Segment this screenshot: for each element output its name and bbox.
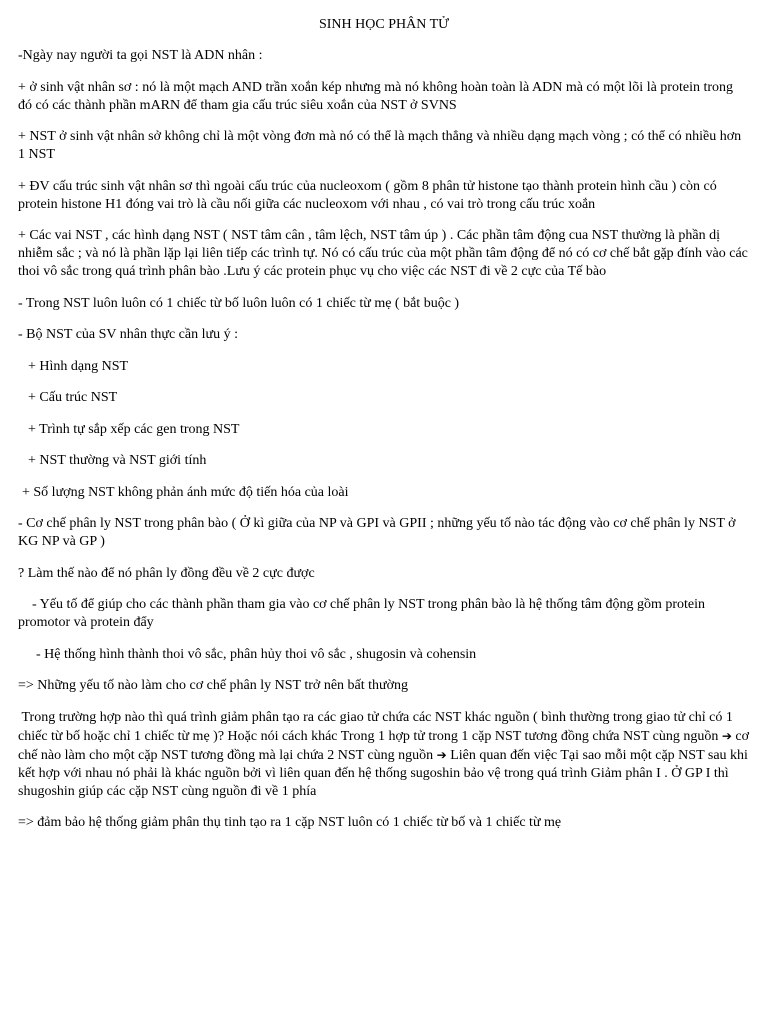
list-item: + Hình dạng NST — [28, 358, 129, 374]
paragraph — [18, 709, 750, 801]
paragraph-text-part: Liên quan đến việc Tại sao mỗi một cặp NST sau khi kết hợp với nhau nó phải là khác nguồn bởi vì liên quan đến hệ thống sugoshin bảo vệ trong quá trình Giảm phân I . Ở GP I thì shugoshin giúp các cặp NST cùng nguồn đi về 1 phía — [18, 747, 748, 799]
paragraph: + Các vai NST , các hình dạng NST ( NST tâm cân , tâm lệch, NST tâm úp ) . Các phần tâm động cua NST thường là phần dị nhiễm sắc ; và nó là phần lặp lại liên tiếp các trình tự. Nó có cấu trúc của một phần tâm động để nó có cơ chế bắt gặp đính vào các thoi vô sắc trong quá trình phân bào .Lưu ý các protein phục vụ cho việc các NST đi về 2 cực của Tế bào — [18, 228, 748, 279]
arrow-icon: ➔ — [721, 728, 732, 743]
paragraph: + ĐV cấu trúc sinh vật nhân sơ thì ngoài cấu trúc của nucleoxom ( gồm 8 phân tử histone tạo thành protein hình cầu ) còn có protein histone H1 đóng vai trò là cầu nối giữa các nucleoxom với nhau , có vai trò trong cấu trúc xoắn — [18, 178, 717, 212]
paragraph-text-part: cơ chế nào làm cho một cặp NST tương đồng mà lại chứa 2 NST cùng nguồn — [18, 728, 750, 763]
paragraph: - Cơ chế phân ly NST trong phân bào ( Ở kì giữa của NP và GPI và GPII ; những yếu tố nào tác động vào cơ chế phân ly NST ở KG NP và GP ) — [18, 516, 736, 549]
paragraph: + ở sinh vật nhân sơ : nó là một mạch AND trần xoắn kép nhưng mà nó không hoàn toàn là ADN mà có một lõi là protein trong đó có các thành phần mARN để tham gia cấu trúc siêu xoắn của NST ở SVNS — [18, 79, 734, 113]
list-item: + NST thường và NST giới tính — [28, 453, 207, 468]
paragraph: -Ngày nay người ta gọi NST là ADN nhân : — [18, 48, 263, 63]
arrow-icon: ➔ — [436, 747, 447, 762]
paragraph-text: - Yếu tố để giúp cho các thành phần tham gia vào cơ chế phân ly NST trong phân bào là hệ thống tâm động gồm protein promotor và protein đẩy — [18, 597, 706, 630]
list-item: + Trình tự sắp xếp các gen trong NST — [28, 421, 240, 437]
conclusion-paragraph: => đảm bảo hệ thống giảm phân thụ tinh tạo ra 1 cặp NST luôn có 1 chiếc từ bố và 1 chiếc từ mẹ — [18, 815, 562, 830]
paragraph: - Bộ NST của SV nhân thực cần lưu ý : — [18, 327, 238, 342]
paragraph — [18, 596, 750, 632]
paragraph: - Trong NST luôn luôn có 1 chiếc từ bố luôn luôn có 1 chiếc từ mẹ ( bắt buộc ) — [18, 295, 460, 311]
list-item: + Cấu trúc NST — [28, 390, 118, 405]
question-paragraph: ? Làm thế nào để nó phân ly đồng đều về 2 cực được — [18, 565, 315, 581]
list-item: + Số lượng NST không phản ánh mức độ tiến hóa của loài — [22, 484, 349, 500]
paragraph-text-part: Trong trường hợp nào thì quá trình giảm phân tạo ra các giao tử chứa các NST khác nguồn ( bình thường trong giao tử chỉ có 1 chiếc từ bố hoặc chỉ 1 chiếc từ mẹ )? Hoặc nói cách khác Trong 1 hợp tử trong 1 cặp NST tương đồng chứa NST cùng nguồn — [18, 709, 733, 744]
paragraph: - Hệ thống hình thành thoi vô sắc, phân hủy thoi vô sắc , shugosin và cohensin — [36, 646, 477, 662]
document-title: SINH HỌC PHÂN TỬ — [318, 17, 449, 32]
conclusion-paragraph: => Những yếu tố nào làm cho cơ chế phân ly NST trở nên bất thường — [18, 678, 409, 693]
paragraph: + NST ở sinh vật nhân sở không chỉ là một vòng đơn mà nó có thể là mạch thẳng và nhiều dạng mạch vòng ; có thể có nhiều hơn 1 NST — [18, 129, 742, 162]
